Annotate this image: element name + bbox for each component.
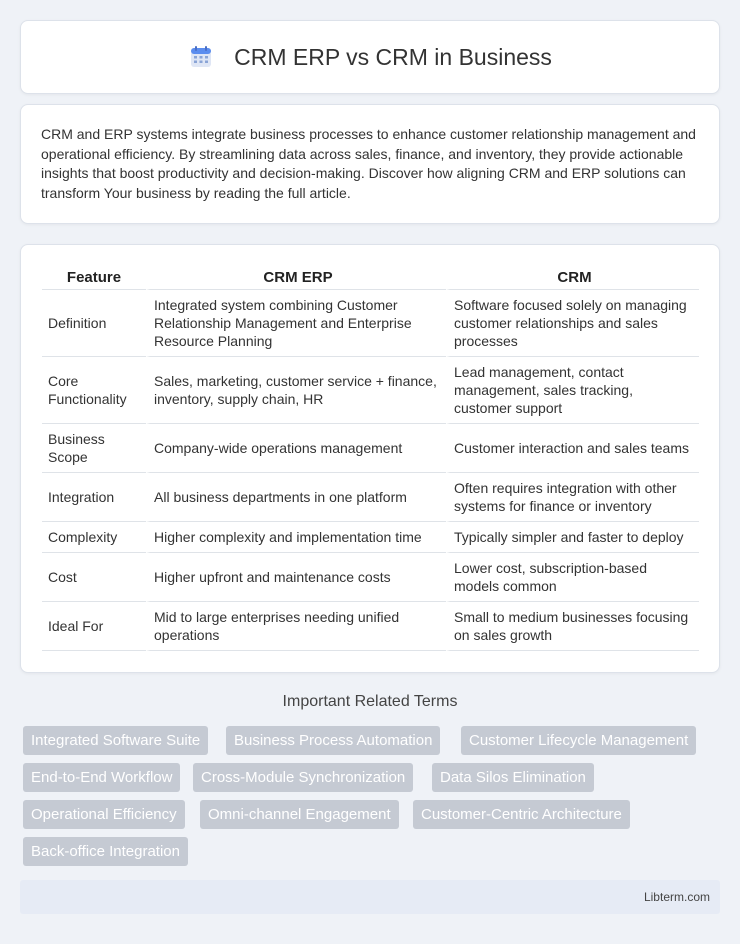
footer bbox=[20, 880, 720, 914]
table-cell: Sales, marketing, customer service + finance, inventory, supply chain, HR bbox=[146, 357, 446, 424]
related-tag[interactable]: Customer-Centric Architecture bbox=[413, 800, 630, 829]
calendar-icon bbox=[188, 44, 214, 70]
related-tag[interactable]: Cross-Module Synchronization bbox=[193, 763, 413, 792]
table-cell: Software focused solely on managing customer relationships and sales processes bbox=[446, 290, 699, 357]
related-tag[interactable]: Omni-channel Engagement bbox=[200, 800, 399, 829]
table-header-row bbox=[42, 265, 699, 290]
table-row bbox=[42, 424, 699, 473]
table-row bbox=[42, 357, 699, 424]
header-card bbox=[20, 20, 720, 94]
table-cell: Small to medium businesses focusing on sales growth bbox=[446, 602, 699, 651]
table-cell: Mid to large enterprises needing unified operations bbox=[146, 602, 446, 651]
table-cell: Ideal For bbox=[42, 602, 146, 651]
table-row bbox=[42, 602, 699, 651]
comparison-table-card bbox=[20, 244, 720, 673]
header-feature: Feature bbox=[42, 265, 146, 290]
footer-link[interactable]: Libterm.com bbox=[643, 890, 710, 904]
page-title: CRM ERP vs CRM in Business bbox=[234, 43, 552, 70]
table-cell: Customer interaction and sales teams bbox=[446, 424, 699, 473]
table-cell: Complexity bbox=[42, 522, 146, 553]
related-tag[interactable]: Data Silos Elimination bbox=[432, 763, 594, 792]
related-tag[interactable]: Back-office Integration bbox=[23, 837, 188, 866]
table-cell: Cost bbox=[42, 553, 146, 602]
intro-card bbox=[20, 104, 720, 224]
table-cell: Lower cost, subscription-based models common bbox=[446, 553, 699, 602]
table-cell: Typically simpler and faster to deploy bbox=[446, 522, 699, 553]
related-tag[interactable]: End-to-End Workflow bbox=[23, 763, 180, 792]
table-row bbox=[42, 553, 699, 602]
related-terms-title: Important Related Terms bbox=[282, 693, 458, 710]
table-cell: Definition bbox=[42, 290, 146, 357]
comparison-table bbox=[42, 265, 699, 651]
table-cell: Integrated system combining Customer Relationship Management and Enterprise Resource Planning bbox=[146, 290, 446, 357]
header-crm-erp: CRM ERP bbox=[146, 265, 446, 290]
table-cell: Often requires integration with other systems for finance or inventory bbox=[446, 473, 699, 522]
table-cell: Lead management, contact management, sales tracking, customer support bbox=[446, 357, 699, 424]
table-cell: Business Scope bbox=[42, 424, 146, 473]
table-cell: All business departments in one platform bbox=[146, 473, 446, 522]
table-cell: Company-wide operations management bbox=[146, 424, 446, 473]
table-cell: Core Functionality bbox=[42, 357, 146, 424]
related-tag[interactable]: Integrated Software Suite bbox=[23, 726, 208, 755]
related-tag[interactable]: Operational Efficiency bbox=[23, 800, 185, 829]
table-row bbox=[42, 522, 699, 553]
table-cell: Integration bbox=[42, 473, 146, 522]
related-tag[interactable]: Customer Lifecycle Management bbox=[461, 726, 696, 755]
table-cell: Higher complexity and implementation time bbox=[146, 522, 446, 553]
table-row bbox=[42, 473, 699, 522]
table-row bbox=[42, 290, 699, 357]
related-tag[interactable]: Business Process Automation bbox=[226, 726, 440, 755]
table-cell: Higher upfront and maintenance costs bbox=[146, 553, 446, 602]
intro-text: CRM and ERP systems integrate business processes to enhance customer relationship management and operational efficiency. By streamlining data across sales, finance, and inventory, they provide actionable insights that boost productivity and decision-making. Discover how aligning CRM and ERP solutions can transform Your business by reading the full article. bbox=[41, 126, 696, 201]
header-crm: CRM bbox=[446, 265, 699, 290]
